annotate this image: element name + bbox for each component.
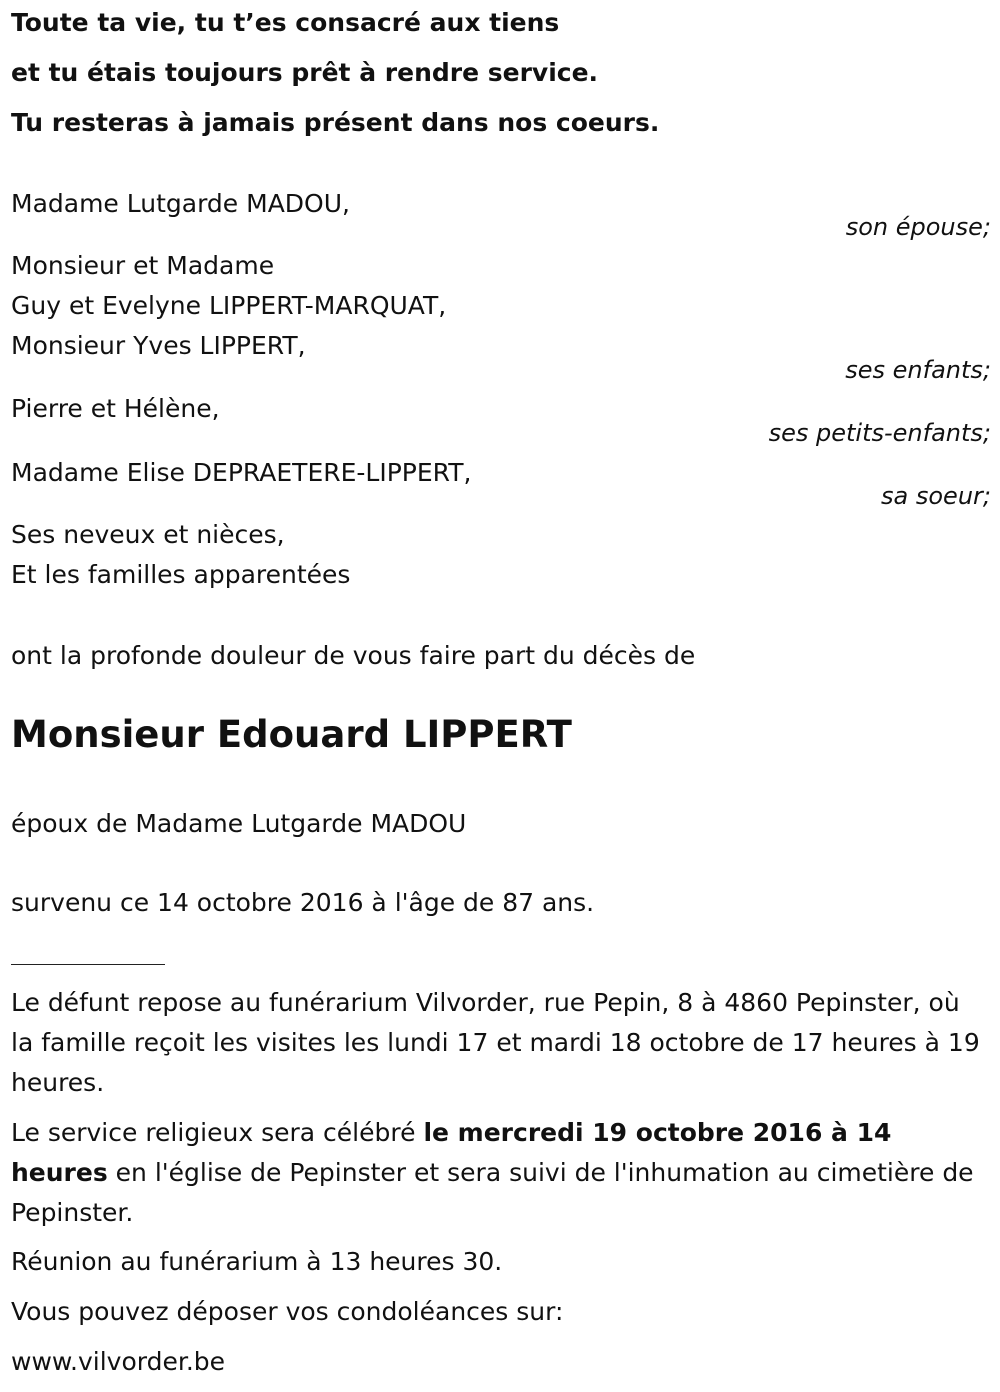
obituary-notice xyxy=(11,0,991,1392)
others-line-2: Et les familles apparentées xyxy=(11,560,351,589)
sister-role: sa soeur; xyxy=(881,482,991,510)
sister-name: Madame Elise DEPRAETERE-LIPPERT, xyxy=(11,458,472,487)
deceased-death-line: survenu ce 14 octobre 2016 à l'âge de 87 ans. xyxy=(11,888,595,917)
children-role: ses enfants; xyxy=(845,356,991,384)
repose-paragraph: Le défunt repose au funérarium Vilvorder, rue Pepin, 8 à 4860 Pepinster, où la famille reçoit les visites les lundi 17 et mardi 18 octobre de 17 heures à 19 heures. xyxy=(11,988,980,1097)
children-line-2: Guy et Evelyne LIPPERT-MARQUAT, xyxy=(11,291,447,320)
spouse-name: Madame Lutgarde MADOU, xyxy=(11,189,350,218)
grandchildren-name: Pierre et Hélène, xyxy=(11,394,220,423)
service-paragraph xyxy=(11,1113,986,1233)
others-line-1: Ses neveux et nièces, xyxy=(11,520,285,549)
separator-rule xyxy=(11,964,165,965)
children-line-1: Monsieur et Madame xyxy=(11,251,275,280)
condolences-line: Vous pouvez déposer vos condoléances sur: xyxy=(11,1297,564,1326)
verse-line-3: Tu resteras à jamais présent dans nos coeurs. xyxy=(11,108,660,137)
website-link[interactable]: www.vilvorder.be xyxy=(11,1347,226,1376)
grandchildren-role: ses petits-enfants; xyxy=(768,419,991,447)
verse-line-2: et tu étais toujours prêt à rendre service. xyxy=(11,58,599,87)
announcement-text: ont la profonde douleur de vous faire part du décès de xyxy=(11,641,696,670)
deceased-spouse-line: époux de Madame Lutgarde MADOU xyxy=(11,809,467,838)
service-date: le mercredi 19 octobre 2016 à 14 heures xyxy=(11,1118,892,1187)
verse-line-1: Toute ta vie, tu t’es consacré aux tiens xyxy=(11,8,560,37)
reunion-line: Réunion au funérarium à 13 heures 30. xyxy=(11,1247,503,1276)
deceased-name: Monsieur Edouard LIPPERT xyxy=(11,713,572,756)
children-line-3: Monsieur Yves LIPPERT, xyxy=(11,331,306,360)
spouse-role: son épouse; xyxy=(845,213,991,241)
service-prefix: Le service religieux sera célébré xyxy=(11,1118,424,1147)
service-suffix: en l'église de Pepinster et sera suivi de l'inhumation au cimetière de Pepinster. xyxy=(11,1158,974,1227)
